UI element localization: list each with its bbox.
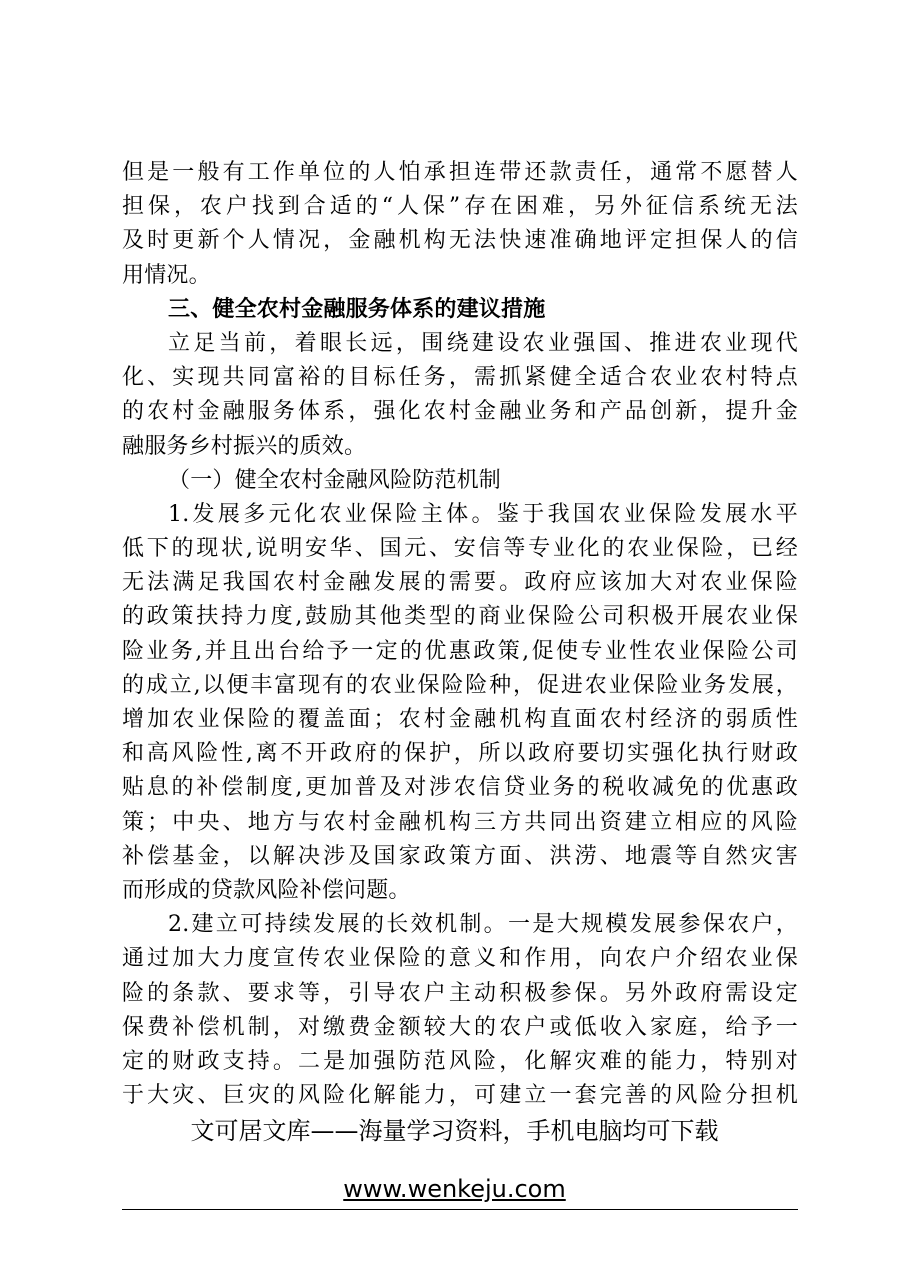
subsection-heading: （一）健全农村金融风险防范机制 [168, 467, 502, 493]
text-line: 保费补偿机制，对缴费金额较大的农户或低收入家庭，给予一 [122, 1014, 798, 1040]
text-line: 的农村金融服务体系，强化农村金融业务和产品创新，提升金 [122, 399, 798, 425]
text-line: 和高风险性,离不开政府的保护，所以政府要切实强化执行财政 [122, 741, 798, 767]
section-heading: 三、健全农村金融服务体系的建议措施 [168, 296, 546, 322]
text-line: 策；中央、地方与农村金融机构三方共同出资建立相应的风险 [122, 809, 798, 835]
text-line: 险业务,并且出台给予一定的优惠政策,促使专业性农业保险公司 [122, 638, 798, 664]
text-line: 增加农业保险的覆盖面；农村金融机构直面农村经济的弱质性 [122, 707, 798, 732]
footer-tagline: 文可居文库——海量学习资料，手机电脑均可下载 [190, 1117, 719, 1145]
text-line: 1.发展多元化农业保险主体。鉴于我国农业保险发展水平 [168, 501, 798, 527]
text-line: 的政策扶持力度,鼓励其他类型的商业保险公司积极开展农业保 [122, 604, 798, 630]
text-line: 融服务乡村振兴的质效。 [122, 433, 367, 459]
text-line: 及时更新个人情况，金融机构无法快速准确地评定担保人的信 [122, 228, 798, 254]
text-line: 担保，农户找到合适的“人保”存在困难，另外征信系统无法 [122, 194, 798, 220]
text-line: 定的财政支持。二是加强防范风险，化解灾难的能力，特别对 [122, 1048, 798, 1074]
text-line: 通过加大力度宣传农业保险的意义和作用，向农户介绍农业保 [122, 946, 798, 972]
text-line: 但是一般有工作单位的人怕承担连带还款责任，通常不愿替人 [122, 160, 798, 185]
text-line: 于大灾、巨灾的风险化解能力，可建立一套完善的风险分担机 [122, 1083, 798, 1109]
text-line: 立足当前，着眼长远，围绕建设农业强国、推进农业现代 [168, 330, 798, 356]
text-line: 补偿基金，以解决涉及国家政策方面、洪涝、地震等自然灾害 [122, 843, 798, 869]
text-line: 化、实现共同富裕的目标任务，需抓紧健全适合农业农村特点 [122, 365, 798, 391]
text-line: 用情况。 [122, 262, 211, 288]
text-line: 而形成的贷款风险补偿问题。 [122, 877, 411, 903]
text-line: 无法满足我国农村金融发展的需要。政府应该加大对农业保险 [122, 570, 798, 596]
document-body [122, 156, 798, 1113]
text-line: 的成立,以便丰富现有的农业保险险种，促进农业保险业务发展， [122, 672, 798, 698]
text-line: 贴息的补偿制度,更加普及对涉农信贷业务的税收减免的优惠政 [122, 775, 798, 801]
footer-divider [122, 1209, 798, 1210]
footer-link-row [0, 1172, 909, 1206]
text-line: 低下的现状,说明安华、国元、安信等专业化的农业保险，已经 [122, 536, 798, 562]
footer-website-link[interactable]: www.wenkeju.com [343, 1175, 566, 1203]
text-line: 险的条款、要求等，引导农户主动积极参保。另外政府需设定 [122, 980, 798, 1006]
text-line: 2.建立可持续发展的长效机制。一是大规模发展参保农户， [168, 912, 798, 938]
